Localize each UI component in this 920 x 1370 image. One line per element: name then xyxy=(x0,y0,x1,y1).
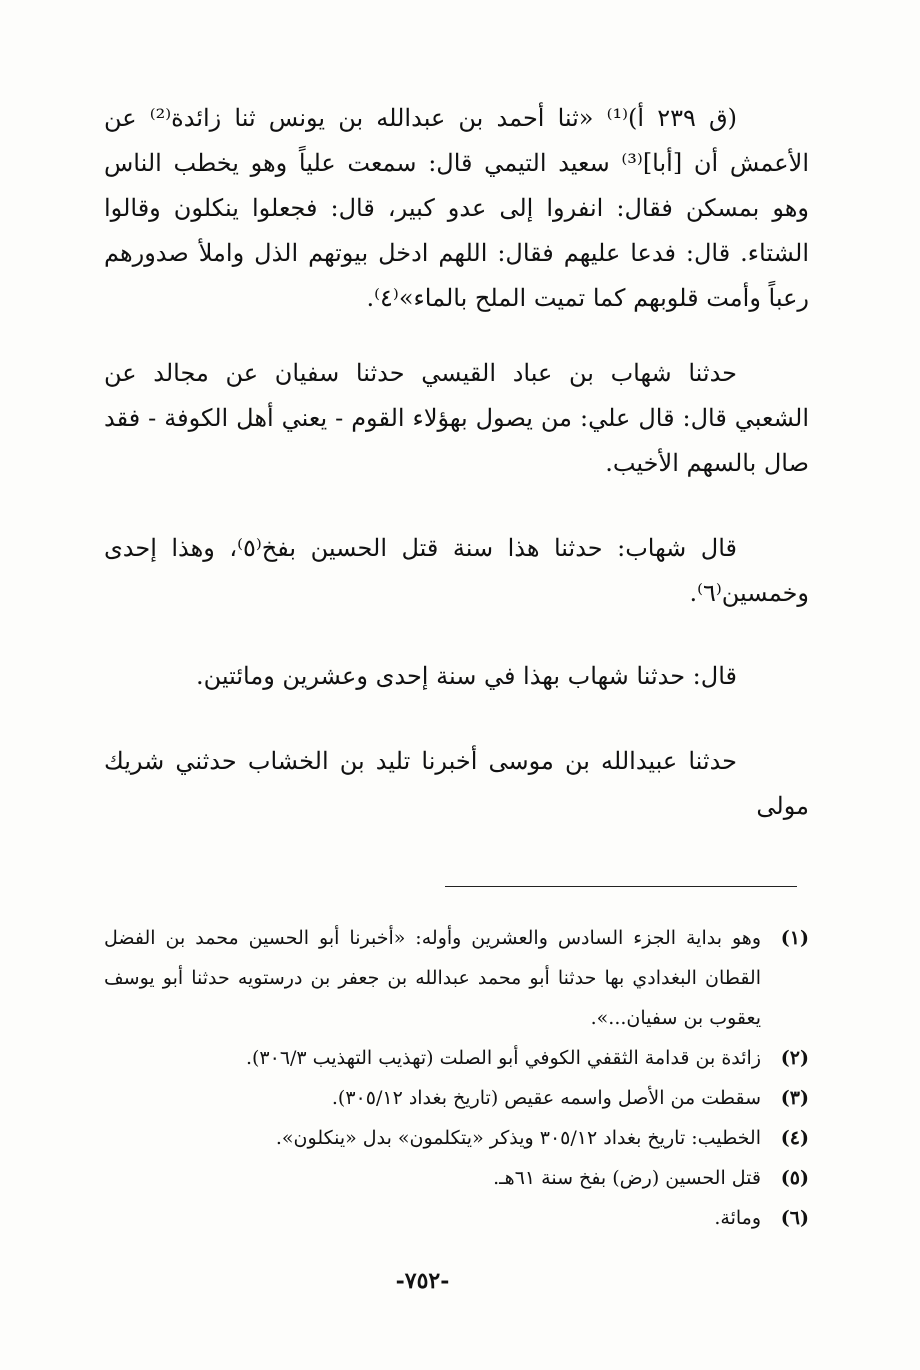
paragraph-4: قال: حدثنا شهاب بهذا في سنة إحدى وعشرين ومائتين. xyxy=(195,662,737,690)
footnote-text: قتل الحسين (رض) بفخ سنة ٦١هـ. xyxy=(493,1167,761,1189)
footnotes xyxy=(104,918,809,1238)
footnote-2 xyxy=(104,1038,809,1078)
footnote-number: (٣) xyxy=(780,1087,809,1109)
footnote-text: وهو بداية الجزء السادس والعشرين وأوله: «أخبرنا أبو الحسين محمد بن الفضل القطان البغدادي بها حدثنا أبو محمد عبدالله بن جعفر بن درستويه حدثنا أبو يوسف يعقوب بن سفيان...». xyxy=(104,927,761,1029)
paragraph-5: حدثنا عبيدالله بن موسى أخبرنا تليد بن الخشاب حدثني شريك مولى xyxy=(104,747,809,820)
paragraph-3: قال شهاب: حدثنا هذا سنة قتل الحسين بفخ⁽٥⁾، وهذا إحدى وخمسين⁽٦⁾. xyxy=(104,534,809,607)
footnote-number: (١) xyxy=(780,927,809,949)
footnote-number: (٥) xyxy=(780,1167,809,1189)
footnote-4 xyxy=(104,1118,809,1158)
paragraph-2: حدثنا شهاب بن عباد القيسي حدثنا سفيان عن مجالد عن الشعبي قال: قال علي: من يصول بهؤلاء القوم - يعني أهل الكوفة - فقد صال بالسهم الأخيب. xyxy=(104,359,809,477)
main-text xyxy=(104,96,809,829)
footnote-text: سقطت من الأصل واسمه عقيص (تاريخ بغداد ٣٠٥/١٢). xyxy=(331,1087,761,1109)
footnote-number: (٤) xyxy=(780,1127,809,1149)
footnote-3 xyxy=(104,1078,809,1118)
footnote-text: زائدة بن قدامة الثقفي الكوفي أبو الصلت (تهذيب التهذيب ٣٠٦/٣). xyxy=(245,1047,761,1069)
footnote-1 xyxy=(104,918,809,1038)
footnote-number: (٦) xyxy=(780,1207,809,1229)
footnote-text: الخطيب: تاريخ بغداد ٣٠٥/١٢ ويذكر «يتكلمون» بدل «ينكلون». xyxy=(275,1127,761,1149)
footnote-5 xyxy=(104,1158,809,1198)
footnote-6 xyxy=(104,1198,809,1238)
footnote-number: (٢) xyxy=(780,1047,809,1069)
page-number: -٧٥٢- xyxy=(395,1268,450,1294)
footnote-text: ومائة. xyxy=(714,1207,761,1229)
paragraph-1: (ق ٢٣٩ أ)⁽¹⁾ «ثنا أحمد بن عبدالله بن يونس ثنا زائدة⁽²⁾ عن الأعمش أن [أبا]⁽³⁾ سعيد التيمي قال: سمعت علياً وهو يخطب الناس وهو بمسكن فقال: انفروا إلى عدو كبير، قال: فجعلوا ينكلون وقالوا الشتاء. قال: فدعا عليهم فقال: اللهم ادخل بيوتهم الذل واملأ صدورهم رعباً وأمت قلوبهم كما تميت الملح بالماء»⁽٤⁾. xyxy=(104,104,810,312)
footnote-divider xyxy=(445,886,797,887)
